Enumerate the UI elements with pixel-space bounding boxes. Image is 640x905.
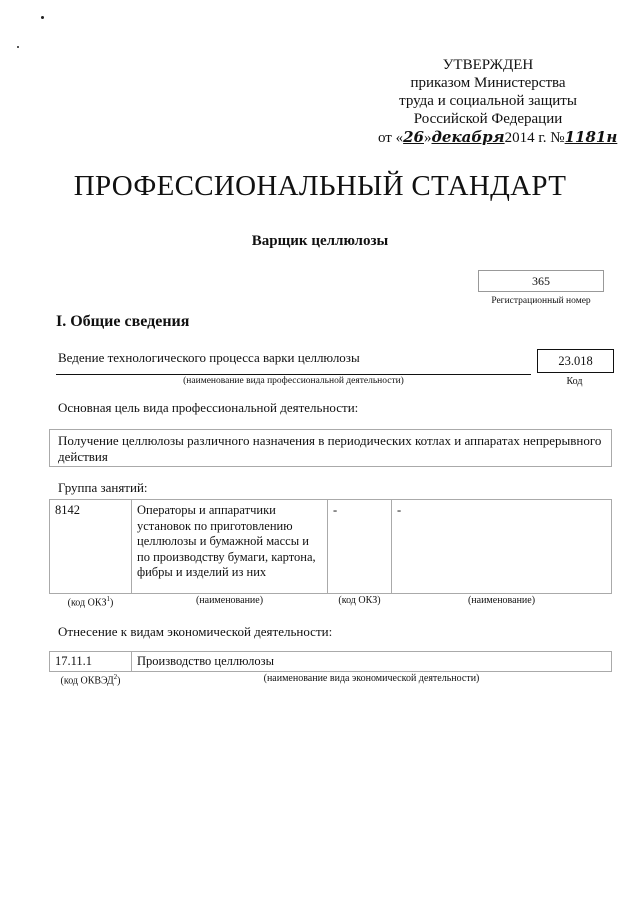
activity-caption: (наименование вида профессиональной деятельности) bbox=[183, 376, 404, 386]
order-number: 1181н bbox=[564, 128, 618, 146]
date-year: 2014 г. № bbox=[504, 130, 565, 146]
job-title: Варщик целлюлозы bbox=[251, 233, 389, 249]
activity-underline bbox=[56, 374, 531, 375]
date-mid: » bbox=[423, 130, 432, 146]
okved-code-caption: (код ОКВЭД$^2$) bbox=[60, 673, 121, 687]
goal-box: Получение целлюлозы различного назначения в периодических котлах и аппаратах непрерывного действия bbox=[49, 429, 612, 467]
okved-name-caption: (наименование вида экономической деятельности) bbox=[263, 673, 480, 684]
okz-code-cell-2: - bbox=[327, 499, 392, 594]
scan-speck bbox=[41, 16, 44, 19]
okz-code-caption-2: (код ОКЗ) bbox=[338, 595, 381, 606]
okz-name-caption-2: (наименование) bbox=[467, 595, 536, 606]
okz-name-cell: Операторы и аппаратчики установок по приготовлению целлюлозы и бумажной массы и по производству бумаги, картона, фибры и изделий из них bbox=[131, 499, 328, 594]
approval-line-4: Российской Федерации bbox=[413, 111, 563, 127]
activity-code-box: 23.018 bbox=[537, 349, 614, 373]
okz-name-caption: (наименование) bbox=[195, 595, 264, 606]
okz-code-cell: 8142 bbox=[49, 499, 132, 594]
approval-line-1: УТВЕРЖДЕН bbox=[442, 57, 534, 73]
approval-line-3: труда и социальной защиты bbox=[399, 93, 577, 109]
document-title: ПРОФЕССИОНАЛЬНЫЙ СТАНДАРТ bbox=[73, 170, 567, 202]
occupation-group-label: Группа занятий: bbox=[58, 480, 148, 495]
okz-name-cell-2: - bbox=[391, 499, 612, 594]
okved-name-cell: Производство целлюлозы bbox=[131, 651, 612, 672]
registration-number-box: 365 bbox=[478, 270, 604, 292]
date-prefix: от « bbox=[378, 130, 404, 146]
registration-caption: Регистрационный номер bbox=[491, 296, 591, 306]
activity-code-caption: Код bbox=[566, 376, 583, 387]
approval-date-line bbox=[378, 128, 618, 147]
scan-speck bbox=[17, 46, 19, 48]
approval-block bbox=[378, 56, 618, 147]
goal-label: Основная цель вида профессиональной деятельности: bbox=[58, 400, 359, 415]
section-title: I. Общие сведения bbox=[56, 313, 190, 330]
date-day: 26 bbox=[403, 128, 424, 146]
okved-code-cell: 17.11.1 bbox=[49, 651, 132, 672]
date-month: декабря bbox=[431, 128, 505, 146]
activity-name: Ведение технологического процесса варки целлюлозы bbox=[58, 350, 360, 365]
approval-line-2: приказом Министерства bbox=[410, 75, 566, 91]
economic-activity-label: Отнесение к видам экономической деятельности: bbox=[58, 624, 333, 639]
okz-code-caption: (код ОКЗ$^1$) bbox=[67, 595, 114, 609]
